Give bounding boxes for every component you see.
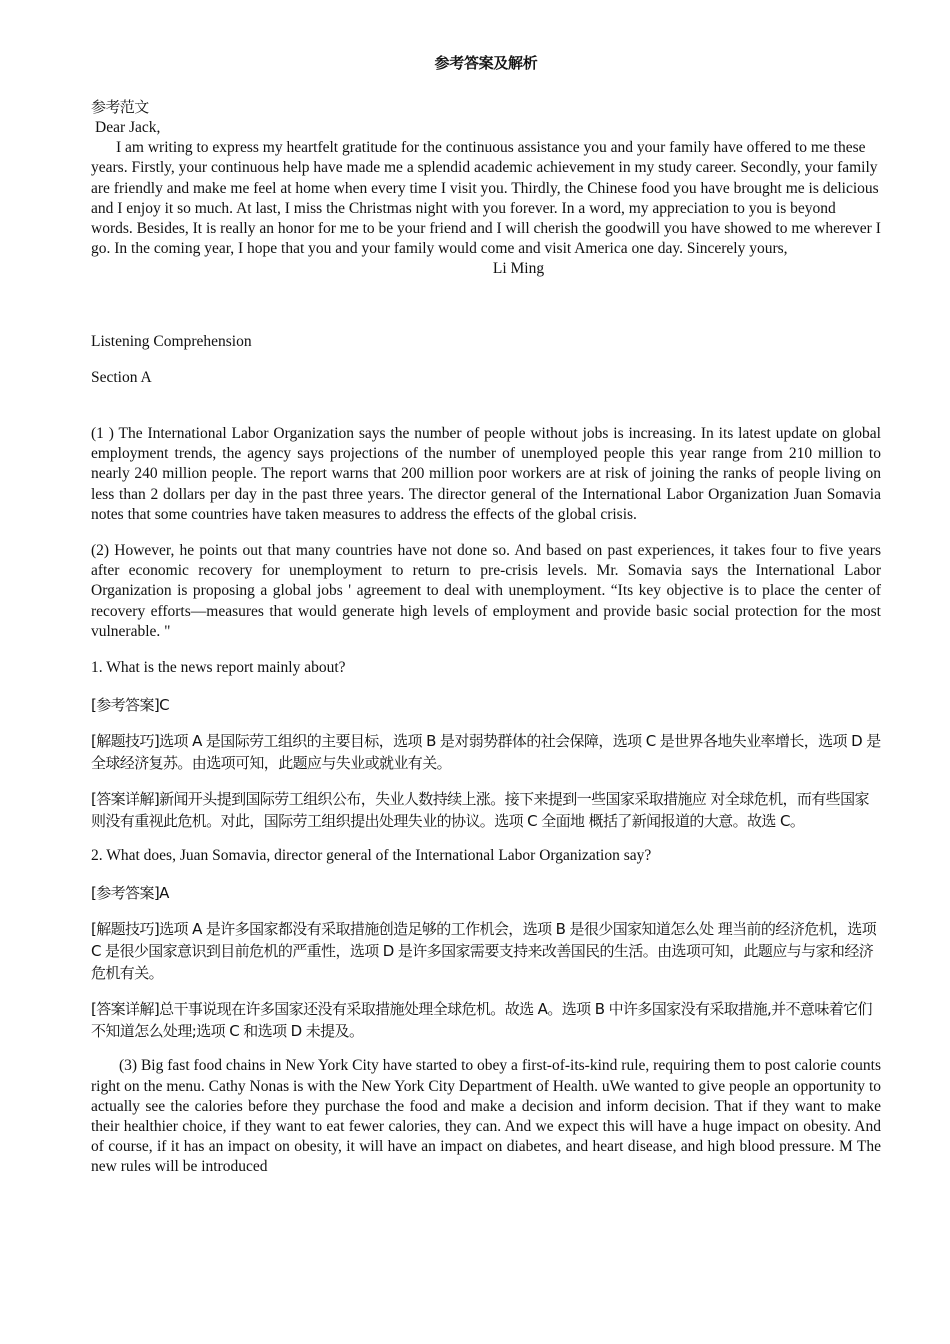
detail-1: [答案详解]新闻开头提到国际劳工组织公布，失业人数持续上涨。接下来提到一些国家采取措施应 对全球危机，而有些国家则没有重视此危机。对此，国际劳工组织提出处理失业的协议。选项 C 全面地 概括了新闻报道的大意。故选 C。 xyxy=(91,790,869,831)
essay-body: I am writing to express my heartfelt gratitude for the continuous assistance you and your family have offered to me these years. Firstly, your continuous help have made me a splendid academic achievement in my study career. Secondly, your family are friendly and make me feel at home when every time I visit you. Thirdly, the Chinese food you have brought me is delicious and I enjoy it so much. At last, I miss the Christmas night with you forever. In a word, my appreciation to you is beyond words. Besides, It is really an honor for me to be your friend and I will cherish the goodwill you have showed to me wherever I go. In the coming year, I hope that you and your family would come and visit America one day. Sincerely yours, xyxy=(91,139,881,258)
section-a-heading: Section A xyxy=(91,368,152,386)
answer-1: [参考答案]C xyxy=(91,696,169,715)
question-2: 2. What does, Juan Somavia, director general of the International Labor Organization say? xyxy=(91,847,652,865)
answer-2: [参考答案]A xyxy=(91,884,169,903)
essay-label: 参考范文 xyxy=(91,98,149,116)
tip-1: [解题技巧]选项 A 是国际劳工组织的主要目标，选项 B 是对弱势群体的社会保障，选项 C 是世界各地失业率增长，选项 D 是全球经济复苏。由选项可知，此题应与失业或就业有关。 xyxy=(91,732,881,773)
passage-1: (1 ) The International Labor Organization says the number of people without jobs is increasing. In its latest update on global employment trends, the agency says projections of the number of unemployed people this year range from 210 million to nearly 240 million people. The report warns that 200 million poor workers are at risk of joining the ranks of people living on less than 2 dollars per day in the past three years. The director general of the International Labor Organization Juan Somavia notes that some countries have taken measures to address the effects of the global crisis. xyxy=(91,425,881,523)
passage-3: (3) Big fast food chains in New York City have started to obey a first-of-its-kind rule, requiring them to post calorie counts right on the menu. Cathy Nonas is with the New York City Department of Health. uWe wanted to give people an opportunity to actually see the calories before they purchase the food and make a decision and inform decision. That if they want to make their healthier choice, if they want to eat fewer calories, they can. And we expect this will have a huge impact on obesity. And of course, if it has an impact on obesity, it will have an impact on diabetes, and heart disease, and high blood pressure. M The new rules will be introduced xyxy=(91,1057,881,1176)
section-heading: Listening Comprehension xyxy=(91,332,252,350)
document-page xyxy=(91,52,881,1178)
detail-2: [答案详解]总干事说现在许多国家还没有采取措施处理全球危机。故选 A。选项 B 中许多国家没有采取措施,并不意味着它们不知道怎么处理;选项 C 和选项 D 未提及。 xyxy=(91,1000,872,1041)
page-title: 参考答案及解析 xyxy=(434,54,538,72)
essay-signature: Li Ming xyxy=(492,260,545,278)
essay-salutation: Dear Jack, xyxy=(95,119,161,136)
question-1: 1. What is the news report mainly about? xyxy=(91,659,346,677)
passage-2: (2) However, he points out that many countries have not done so. And based on past experiences, it takes four to five years after economic recovery for unemployment to return to pre-crisis levels. Mr. Somavia says the International Labor Organization is proposing a global jobs ' agreement to deal with unemployment. “Its key objective is to place the center of recovery efforts—measures that would generate high levels of employment and provide basic social protection for the most vulnerable. " xyxy=(91,542,881,640)
tip-2: [解题技巧]选项 A 是许多国家都没有采取措施创造足够的工作机会，选项 B 是很少国家知道怎么处 理当前的经济危机，选项 C 是很少国家意识到目前危机的严重性，选项 D 是许多国家需要支持来改善国民的生活。由选项可知，此题应与与家和经济危机有关。 xyxy=(91,920,877,983)
